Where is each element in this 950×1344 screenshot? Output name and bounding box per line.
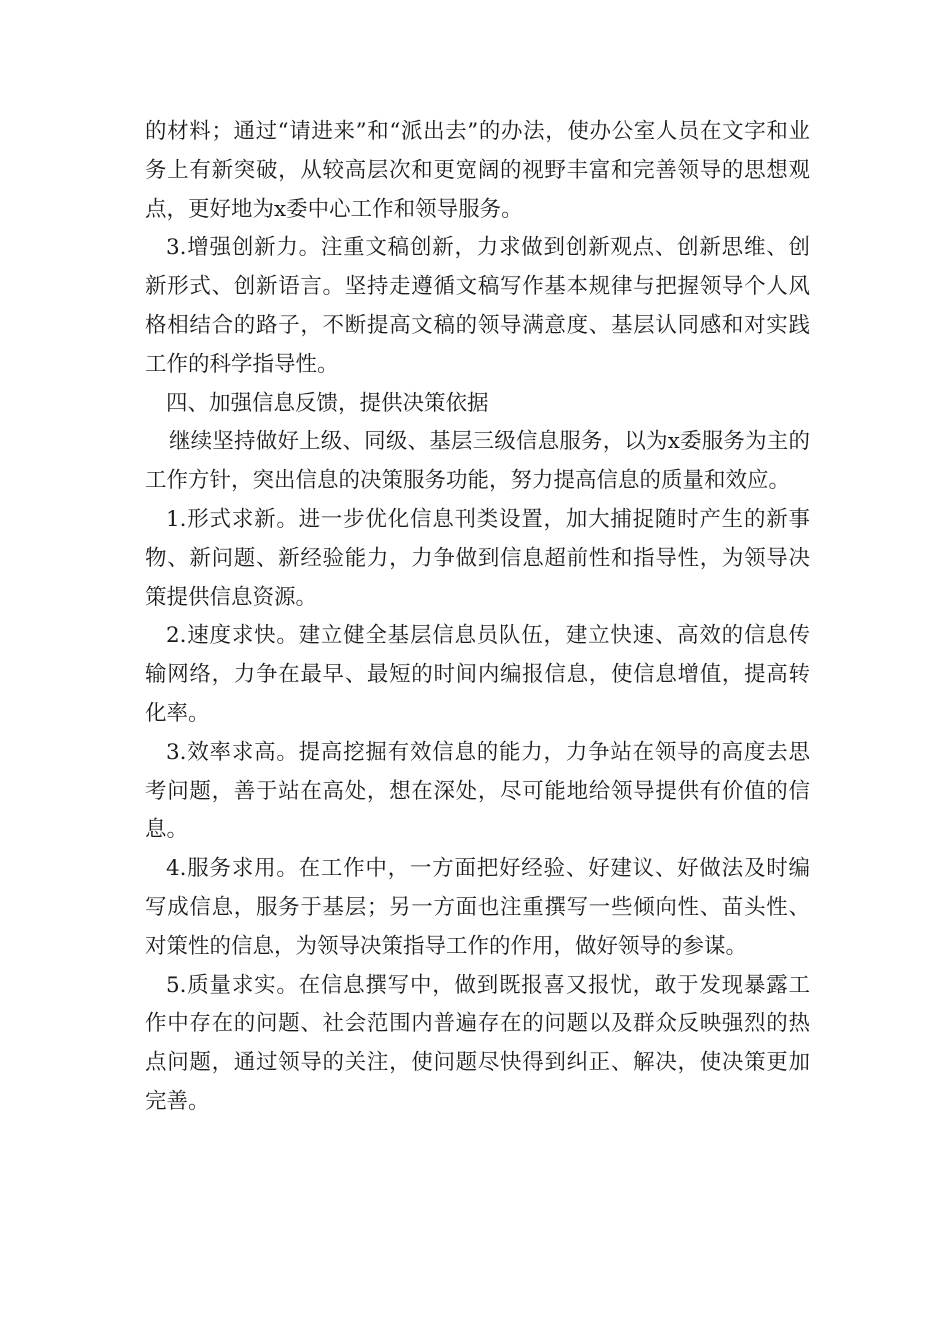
document-body xyxy=(145,113,810,1122)
paragraph-item-3-efficiency: 3.效率求高。提高挖掘有效信息的能力，力争站在领导的高度去思考问题，善于站在高处，想在深处，尽可能地给领导提供有价值的信息。 xyxy=(145,739,810,843)
paragraph-item-3-innovation: 3.增强创新力。注重文稿创新，力求做到创新观点、创新思维、创新形式、创新语言。坚持走遵循文稿写作基本规律与把握领导个人风格相结合的路子，不断提高文稿的领导满意度、基层认同感和对实践工作的科学指导性。 xyxy=(145,235,810,377)
paragraph-item-2-speed: 2.速度求快。建立健全基层信息员队伍，建立快速、高效的信息传输网络，力争在最早、最短的时间内编报信息，使信息增值，提高转化率。 xyxy=(145,623,810,726)
paragraph-item-4-service: 4.服务求用。在工作中，一方面把好经验、好建议、好做法及时编写成信息，服务于基层；另一方面也注重撰写一些倾向性、苗头性、对策性的信息，为领导决策指导工作的作用，做好领导的参谋。 xyxy=(145,856,810,959)
paragraph-item-1-form: 1.形式求新。进一步优化信息刊类设置，加大捕捉随时产生的新事物、新问题、新经验能力，力争做到信息超前性和指导性，为领导决策提供信息资源。 xyxy=(145,506,810,610)
paragraph-continuation: 的材料；通过“请进来”和“派出去”的办法，使办公室人员在文字和业务上有新突破，从较高层次和更宽阔的视野丰富和完善领导的思想观点，更好地为x委中心工作和领导服务。 xyxy=(145,119,810,222)
section-heading-4: 四、加强信息反馈，提供决策依据 xyxy=(166,390,489,416)
paragraph-section-intro: 继续坚持做好上级、同级、基层三级信息服务，以为x委服务为主的工作方针，突出信息的决策服务功能，努力提高信息的质量和效应。 xyxy=(145,429,810,494)
paragraph-item-5-quality: 5.质量求实。在信息撰写中，做到既报喜又报忧，敢于发现暴露工作中存在的问题、社会范围内普遍存在的问题以及群众反映强烈的热点问题，通过领导的关注，使问题尽快得到纠正、解决，使决策更加完善。 xyxy=(145,972,810,1114)
